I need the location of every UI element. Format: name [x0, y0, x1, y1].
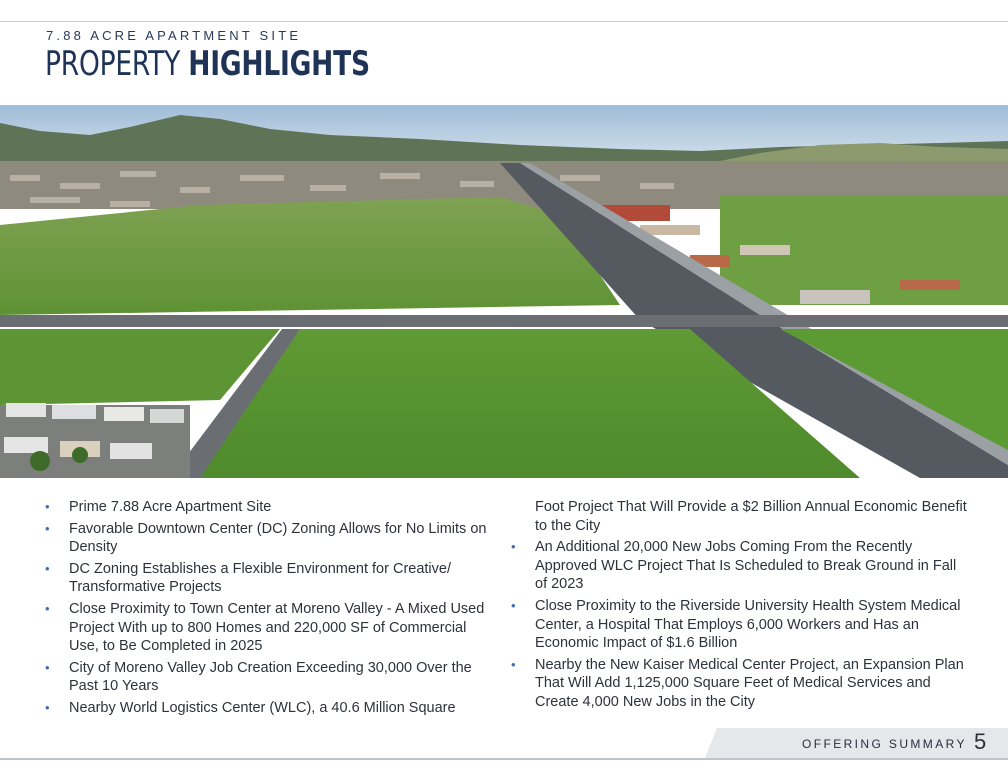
bullet-icon: •	[45, 520, 50, 536]
section-eyebrow: 7.88 ACRE APARTMENT SITE	[46, 28, 302, 43]
cross-road	[0, 315, 1008, 327]
far-field	[0, 197, 620, 315]
highlights-left-column	[45, 498, 495, 721]
bullet-icon: •	[45, 699, 50, 715]
bottom-rule	[0, 758, 1008, 760]
highlight-item: • Close Proximity to Town Center at Moreno Valley - A Mixed Used Project With up to 800 Homes and 220,000 SF of Commercial Use, to Be Completed in 2025	[45, 600, 485, 655]
bullet-icon: •	[511, 597, 516, 613]
highlight-item: • Prime 7.88 Acre Apartment Site	[45, 499, 272, 515]
highlight-continuation: Foot Project That Will Provide a $2 Billion Annual Economic Benefit to the City	[535, 499, 967, 534]
highlight-item: • Nearby the New Kaiser Medical Center Project, an Expansion Plan That Will Add 1,125,000 Square Feet of Medical Services and Create 4,000 New Jobs in the City	[511, 656, 964, 710]
page-number: 5	[974, 729, 987, 754]
page-title-light: PROPERTY	[45, 44, 189, 84]
aerial-photo-icon	[0, 105, 1008, 478]
highlights-right-column	[511, 498, 971, 715]
bullet-icon: •	[45, 560, 50, 576]
bullet-icon: •	[45, 499, 50, 514]
bullet-icon: •	[45, 600, 50, 616]
bullet-icon: •	[511, 539, 516, 555]
highlight-item: • Close Proximity to the Riverside University Health System Medical Center, a Hospital That Employs 6,000 Workers and Has an Economic Impact of $1.6 Billion	[511, 597, 961, 652]
mobile-homes	[0, 403, 190, 478]
footer-section-label: OFFERING SUMMARY	[802, 737, 967, 751]
highlight-item: • Favorable Downtown Center (DC) Zoning Allows for No Limits on Density	[45, 520, 487, 556]
highlight-item: • DC Zoning Establishes a Flexible Environment for Creative/ Transformative Projects	[45, 560, 451, 596]
page-title	[45, 44, 370, 84]
highlight-item: • Nearby World Logistics Center (WLC), a 40.6 Million Square	[45, 699, 456, 716]
highlight-item: • An Additional 20,000 New Jobs Coming From the Recently Approved WLC Project That Is Scheduled to Break Ground in Fall of 2023	[511, 539, 957, 593]
bullet-icon: •	[511, 656, 516, 672]
page-title-bold: HIGHLIGHTS	[188, 44, 370, 84]
bullet-icon: •	[45, 659, 50, 675]
highlight-item: • City of Moreno Valley Job Creation Exceeding 30,000 Over the Past 10 Years	[45, 659, 472, 695]
top-rule	[0, 21, 1008, 22]
